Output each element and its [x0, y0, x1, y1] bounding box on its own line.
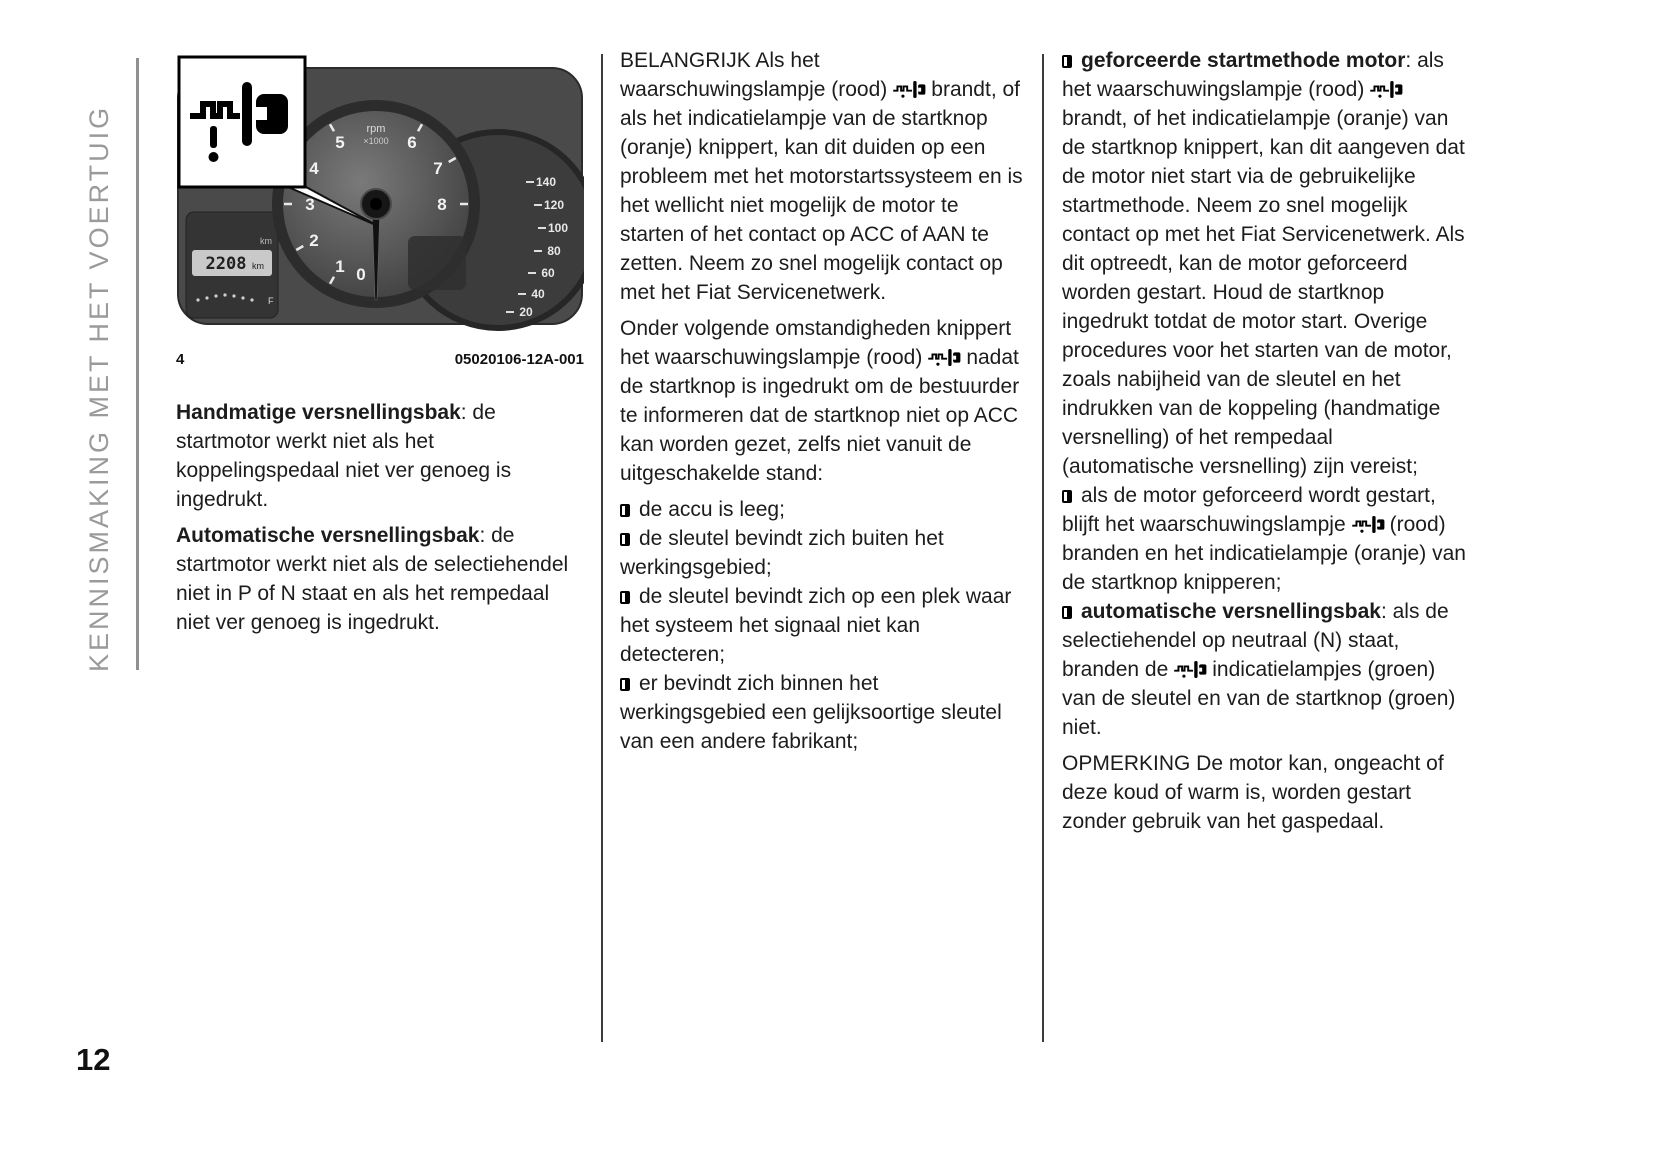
speed-number: 60 [541, 266, 555, 280]
tach-number: 1 [335, 257, 345, 276]
tach-number: 0 [356, 265, 366, 284]
speed-number: 120 [543, 198, 565, 212]
rpm-label: rpm [366, 123, 386, 135]
bullet-item-forced-start [1062, 46, 1468, 481]
paragraph-conditions-intro [620, 314, 1024, 488]
bullet-text: als de motor geforceerd wordt gestart, blijft het waarschuwingslampje [1062, 484, 1436, 536]
paragraph-text: OPMERKING De motor kan, ongeacht of deze koud of warm is, worden gestart zonder gebruik van het gaspedaal. [1062, 752, 1444, 833]
bullet-text: indicatielampjes (groen) van de sleutel en van de startknop (groen) niet. [1062, 658, 1456, 739]
column-middle [620, 46, 1024, 756]
column-left [176, 54, 586, 644]
column-divider [601, 54, 603, 1042]
bullet-text: er bevindt zich binnen het werkingsgebied een gelijksoortige sleutel van een andere fabrikant; [620, 672, 1002, 753]
bullet-item-automatic-gearbox [1062, 597, 1468, 742]
key-warning-icon [1173, 659, 1207, 680]
bullet-item [620, 495, 1024, 524]
sidebar-chapter-title: KENNISMAKING MET HET VOERTUIG [84, 104, 114, 672]
tach-number: 7 [433, 159, 443, 178]
key-warning-icon [927, 347, 961, 368]
paragraph-lead: Handmatige versnellingsbak [176, 401, 461, 424]
speed-number: 80 [547, 244, 561, 258]
paragraph-text: BELANGRIJK Als het waarschuwingslampje (rood) [620, 49, 888, 101]
bullet-text: : als de selectiehendel op neutraal (N) staat, branden de [1062, 600, 1449, 681]
fuel-gauge-label: F [268, 296, 274, 306]
square-bullet-icon [620, 504, 630, 517]
column-left-text [176, 398, 586, 637]
square-bullet-icon [1062, 490, 1072, 503]
bullet-item [620, 524, 1024, 582]
odometer-display [186, 212, 278, 318]
bullet-item [620, 582, 1024, 669]
tach-number: 8 [437, 195, 447, 214]
speed-number: 140 [535, 175, 557, 189]
tach-number: 2 [309, 231, 319, 250]
paragraph-text: brandt, of als het indicatielampje van de startknop (oranje) knippert, kan dit duiden op een probleem met het motorstartssysteem en is het wellicht niet mogelijk de motor te starten of het contact op ACC of AAN te zetten. Neem zo snel mogelijk contact op met het Fiat Servicenetwerk. [620, 78, 1023, 304]
key-warning-icon [1369, 79, 1403, 100]
bullet-text: de sleutel bevindt zich buiten het werkingsgebied; [620, 527, 944, 579]
tach-number: 4 [309, 159, 319, 178]
paragraph-lead: Automatische versnellingsbak [176, 524, 480, 547]
paragraph-text: : de startmotor werkt niet als de selectiehendel niet in P of N staat en als het rempedaal niet ver genoeg is ingedrukt. [176, 524, 569, 634]
square-bullet-icon [1062, 606, 1072, 619]
figure-caption [176, 351, 584, 368]
sidebar-rule [136, 58, 139, 670]
figure-code: 05020106-12A-001 [454, 351, 584, 368]
bullet-text: de accu is leeg; [639, 498, 785, 521]
square-bullet-icon [620, 591, 630, 604]
instrument-cluster-illustration [176, 54, 584, 336]
bullet-lead: automatische versnellingsbak [1081, 600, 1381, 623]
column-divider [1042, 54, 1044, 1042]
paragraph-automatic-gearbox [176, 521, 586, 637]
bullet-text: de sleutel bevindt zich op een plek waar het systeem het signaal niet kan detecteren; [620, 585, 1012, 666]
bullet-text: : als het waarschuwingslampje (rood) [1062, 49, 1444, 101]
bullet-lead: geforceerde startmethode motor [1081, 49, 1406, 72]
column-right [1062, 46, 1468, 843]
key-warning-icon [1351, 514, 1385, 535]
key-warning-icon [892, 79, 926, 100]
tach-number: 6 [407, 133, 417, 152]
paragraph-text: nadat de startknop is ingedrukt om de bestuurder te informeren dat de startknop niet op ACC kan worden gezet, zelfs niet vanuit de uitgeschakelde stand: [620, 346, 1020, 485]
paragraph-manual-gearbox [176, 398, 586, 514]
paragraph-note [1062, 749, 1468, 836]
odometer-unit: km [252, 261, 264, 271]
rpm-scale-label: ×1000 [363, 136, 389, 146]
odometer-unit-label: km [260, 236, 272, 246]
speed-number: 20 [519, 305, 533, 319]
figure-number: 4 [176, 351, 185, 368]
tach-number: 5 [335, 133, 345, 152]
paragraph-important [620, 46, 1024, 307]
bullet-text: (rood) branden en het indicatielampje (oranje) van de startknop knipperen; [1062, 513, 1466, 594]
page-number: 12 [76, 1042, 111, 1077]
speed-number: 100 [547, 221, 569, 235]
bullet-text: brandt, of het indicatielampje (oranje) van de startknop knippert, kan dit aangeven dat de motor niet start via de gebruikelijke startmethode. Neem zo snel mogelijk contact op met het Fiat Servicenetwerk. Als dit optreedt, kan de motor geforceerd worden gestart. Houd de startknop ingedrukt totdat de motor start. Overige procedures voor het starten van de motor, zoals nabijheid van de sleutel en het indrukken van de koppeling (handmatige versnelling) of het rempedaal (automatische versnelling) zijn vereist; [1062, 107, 1465, 478]
bullet-item [620, 669, 1024, 756]
square-bullet-icon [620, 678, 630, 691]
odometer-value: 2208 [205, 254, 247, 274]
speed-number: 40 [531, 287, 545, 301]
figure-box [176, 54, 584, 368]
square-bullet-icon [1062, 55, 1072, 68]
bullet-item-warning-lamp [1062, 481, 1468, 597]
square-bullet-icon [620, 533, 630, 546]
paragraph-text: Onder volgende omstandigheden knippert het waarschuwingslampje (rood) [620, 317, 1012, 369]
tach-number: 3 [305, 195, 315, 214]
paragraph-text: : de startmotor werkt niet als het koppelingspedaal niet ver genoeg is ingedrukt. [176, 401, 512, 511]
